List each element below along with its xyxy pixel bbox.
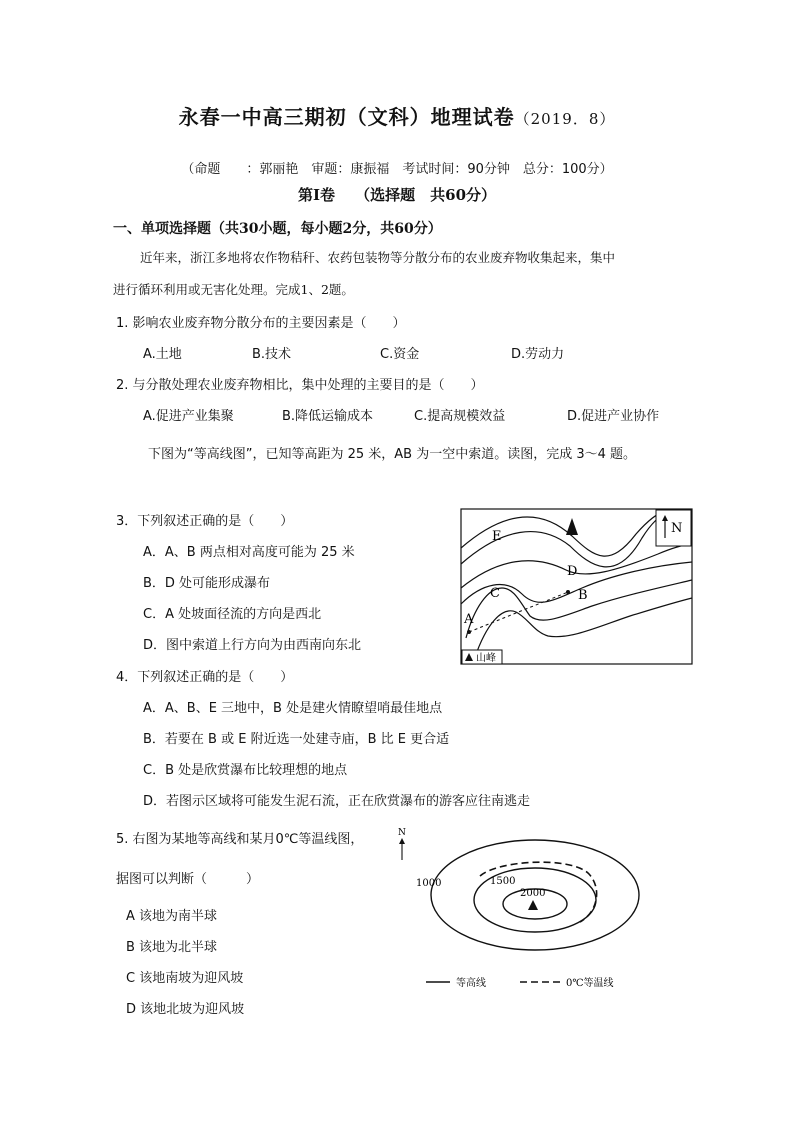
q3-option-a: A．A、B 两点相对高度可能为 25 米: [143, 545, 355, 560]
question-5-stem-1: 5. 右图为某地等高线和某月0℃等温线图，: [116, 832, 364, 847]
label-d: D: [567, 564, 578, 579]
cableway-ab: [469, 592, 568, 632]
lead-q3-4: 下图为“等高线图”，已知等高距为 25 米，AB 为一空中索道。读图，完成 3～4 题。: [148, 447, 637, 462]
question-5-stem-2: 据图可以判断（ ）: [116, 872, 260, 887]
q4-option-a: A．A、B、E 三地中，B 处是建火情瞭望哨最佳地点: [143, 701, 443, 716]
contour-map-figure: [460, 508, 694, 666]
question-4: 4．下列叙述正确的是（ ）: [116, 670, 294, 685]
point-b: [566, 590, 570, 594]
page-title: [0, 101, 794, 130]
volume-heading: 第Ⅰ卷 （选择题 共60分）: [297, 186, 497, 204]
title-main: 永春一中高三期初（文科）地理试卷: [178, 105, 515, 129]
q4-option-b: B．若要在 B 或 E 附近选一处建寺庙，B 比 E 更合适: [143, 732, 450, 747]
legend-contour-label: 等高线: [456, 978, 486, 989]
intro-line-1: 近年来，浙江多地将农作物秸秆、农药包装物等分散分布的农业废弃物收集起来，集中: [140, 250, 616, 265]
point-a: [467, 630, 471, 634]
q4-option-d: D．若图示区域将可能发生泥石流，正在欣赏瀑布的游客应往南逃走: [143, 794, 531, 809]
label-b: B: [578, 588, 588, 603]
legend-isotherm-label: 0℃等温线: [566, 978, 614, 989]
contour-label-1000: 1000: [416, 878, 442, 889]
q3-option-c: C．A 处坡面径流的方向是西北: [143, 607, 322, 622]
q1-option-c: C.资金: [380, 347, 420, 362]
q3-option-b: B．D 处可能形成瀑布: [143, 576, 271, 591]
title-year: （2019．8）: [514, 110, 616, 128]
section-heading: 一、单项选择题（共30小题，每小题2分，共60分）: [113, 221, 442, 237]
peak-icon-2: [528, 900, 538, 910]
q2-option-c: C.提高规模效益: [414, 409, 506, 424]
q5-option-a: A 该地为南半球: [126, 909, 218, 924]
intro-line-2: 进行循环利用或无害化处理。完成1、2题。: [113, 282, 354, 297]
isotherm-contour-figure: [392, 824, 642, 996]
q3-option-d: D．图中索道上行方向为由西南向东北: [143, 638, 362, 653]
question-2: 2. 与分散处理农业废弃物相比，集中处理的主要目的是（ ）: [116, 378, 484, 393]
north-label-2: N: [398, 828, 406, 838]
question-1: 1. 影响农业废弃物分散分布的主要因素是（ ）: [116, 316, 406, 331]
contour-label-2000: 2000: [520, 888, 546, 899]
north-arrowhead-icon-2: [399, 838, 405, 844]
exam-meta: （命题 ：郭丽艳 审题：康振福 考试时间：90分钟 总分：100分）: [181, 162, 613, 177]
q4-option-c: C．B 处是欣赏瀑布比较理想的地点: [143, 763, 348, 778]
q1-option-b: B.技术: [252, 347, 292, 362]
label-a: A: [464, 612, 474, 627]
contour-line-6: [474, 598, 692, 660]
q2-option-d: D.促进产业协作: [567, 409, 660, 424]
legend-peak-label: 山峰: [476, 653, 496, 664]
label-e: E: [492, 529, 502, 544]
q2-option-b: B.降低运输成本: [282, 409, 374, 424]
north-label: N: [671, 521, 683, 536]
q1-option-d: D.劳动力: [511, 347, 565, 362]
label-c: C: [490, 586, 500, 601]
q2-option-a: A.促进产业集聚: [143, 409, 234, 424]
peak-icon: [566, 518, 578, 535]
question-3: 3．下列叙述正确的是（ ）: [116, 514, 294, 529]
contour-label-1500: 1500: [490, 876, 516, 887]
q1-option-a: A.土地: [143, 347, 182, 362]
q5-option-d: D 该地北坡为迎风坡: [126, 1002, 245, 1017]
q5-option-c: C 该地南坡为迎风坡: [126, 971, 244, 986]
q5-option-b: B 该地为北半球: [126, 940, 218, 955]
